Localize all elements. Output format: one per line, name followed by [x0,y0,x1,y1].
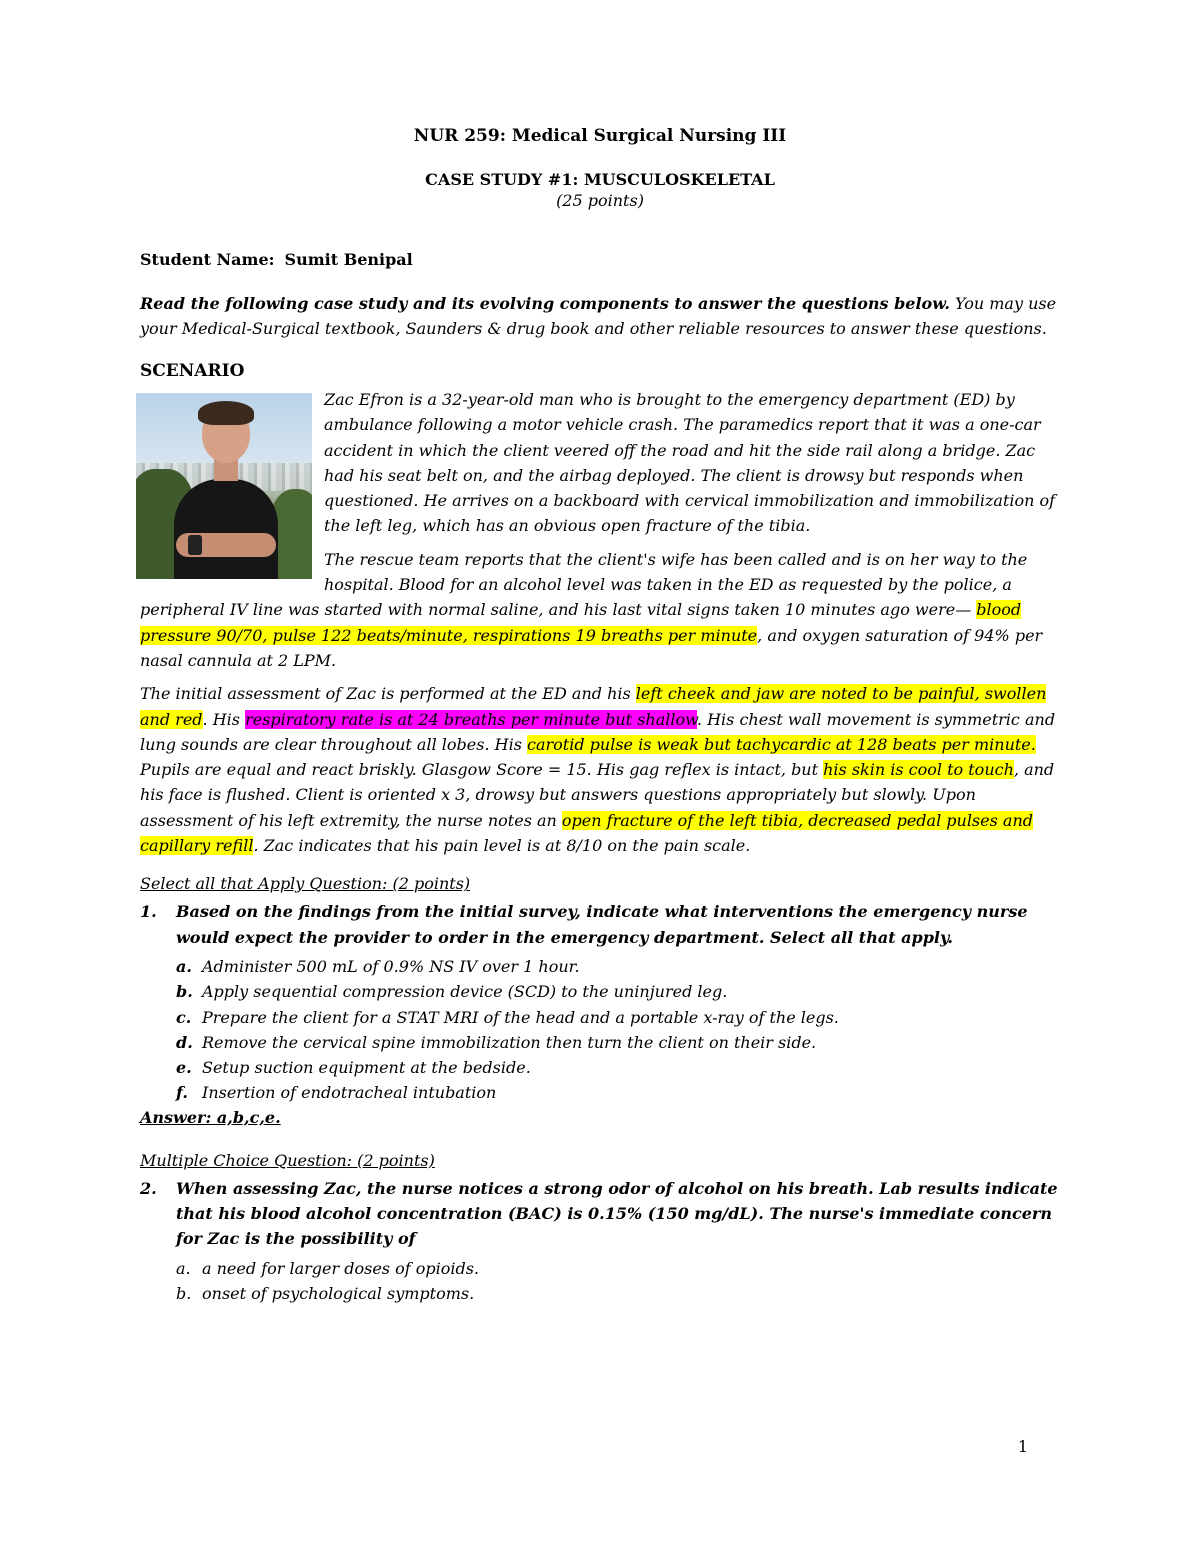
question-2-type: Multiple Choice Question: (2 points) [140,1150,435,1170]
option-text: Setup suction equipment at the bedside. [202,1058,531,1078]
text-span: The rescue team reports that the client's wife has been called and is on her way to the hospital. Blood for an alcohol level was taken in the ED as requested by the police, a peripheral IV line was started with normal saline, and his last vital signs taken 10 minutes ago were— [140,549,1028,620]
question-text: When assessing Zac, the nurse notices a strong odor of alcohol on his breath. Lab results indicate that his blood alcohol concentration (BAC) is 0.15% (150 mg/dL). The nurse's immediate concern for Zac is the possibility of [176,1178,1058,1249]
points-label: (25 points) [556,191,644,210]
skin-highlight: his skin is cool to touch [823,760,1014,780]
option-item [176,979,1060,1004]
page-number: 1 [1017,1437,1028,1456]
option-text: Remove the cervical spine immobilization then turn the client on their side. [202,1032,817,1052]
option-text: Apply sequential compression device (SCD) to the uninjured leg. [202,982,728,1002]
option-letter: d. [176,1032,193,1052]
text-span: The initial assessment of Zac is performed at the ED and his [140,684,636,704]
option-letter: c. [176,1007,192,1027]
student-name-label: Student Name: [140,250,275,269]
scenario-paragraph-1: Zac Efron is a 32-year-old man who is brought to the emergency department (ED) by ambulance following a motor vehicle crash. The paramedics report that it was a one-car accident in which the client veered off the road and hit the side rail along a bridge. Zac had his seat belt on, and the airbag deployed. The client is drowsy but responds when questioned. He arrives on a backboard with cervical immobilization and immobilization of the left leg, which has an obvious open fracture of the tibia. [324,390,1056,536]
instructions-bold: Read the following case study and its evolving components to answer the questions below. [140,294,950,313]
option-item [176,1005,1060,1030]
option-item [176,1281,1060,1306]
student-name-value: Sumit Benipal [284,250,413,269]
cheek-jaw-highlight: left cheek and jaw are noted to be painful, swollen and red [140,684,1047,729]
fracture-highlight: open fracture of the left tibia, decreased pedal pulses and capillary refill [140,810,1033,856]
question-number: 1. [140,902,157,922]
question-2 [140,1176,1060,1252]
scenario-body [140,387,1060,858]
respiratory-highlight: respiratory rate is at 24 breaths per minute but shallow [245,709,697,729]
option-letter: b. [176,982,193,1002]
option-item [176,1080,1060,1105]
text-span: . Zac indicates that his pain level is at 8/10 on the pain scale. [253,836,751,856]
option-text: a need for larger doses of opioids. [202,1258,480,1278]
text-span: . His [202,709,246,729]
option-text: Insertion of endotracheal intubation [202,1083,497,1103]
question-2-options [176,1256,1060,1307]
option-letter: a. [176,1258,191,1278]
course-title: NUR 259: Medical Surgical Nursing III [413,126,787,146]
option-letter: f. [176,1083,188,1103]
option-text: onset of psychological symptoms. [202,1283,475,1303]
option-letter: e. [176,1058,192,1078]
option-text: Administer 500 mL of 0.9% NS IV over 1 hour. [202,956,580,976]
vital-signs-highlight: blood pressure 90/70, pulse 122 beats/minute, respirations 19 breaths per minute [140,600,1022,645]
option-item [176,1055,1060,1080]
text-span: . His chest wall movement is symmetric and lung sounds are clear throughout all lobes. His [140,709,1056,754]
question-1 [140,899,1060,950]
question-1-answer: Answer: a,b,c,e. [140,1107,281,1127]
student-name-line [140,250,1060,269]
option-item [176,1256,1060,1281]
option-text: Prepare the client for a STAT MRI of the head and a portable x-ray of the legs. [202,1007,839,1027]
scenario-heading: SCENARIO [140,361,245,381]
question-1-options [176,954,1060,1106]
option-item [176,954,1060,979]
option-item [176,1030,1060,1055]
option-letter: a. [176,956,192,976]
instructions-rest: You may use your Medical-Surgical textbook, Saunders & drug book and other reliable resources to answer these questions. [140,294,1057,338]
scenario-paragraph-3 [140,681,1060,858]
patient-photo [136,393,312,579]
case-study-title: CASE STUDY #1: MUSCULOSKELETAL [425,170,775,189]
question-1-type: Select all that Apply Question: (2 points) [140,874,471,894]
option-letter: b. [176,1283,192,1303]
text-span: , and his face is flushed. Client is oriented x 3, drowsy but answers questions appropriately but slowly. Upon assessment of his left extremity, the nurse notes an [140,760,1055,830]
carotid-pulse-highlight: carotid pulse is weak but tachycardic at 128 beats per minute. [527,734,1036,754]
instructions [140,291,1060,341]
text-span: , and oxygen saturation of 94% per nasal cannula at 2 LPM. [140,625,1043,670]
question-text: Based on the findings from the initial survey, indicate what interventions the emergency nurse would expect the provider to order in the emergency department. Select all that apply. [176,902,1028,947]
text-span: Pupils are equal and react briskly. Glasgow Score = 15. His gag reflex is intact, but [140,760,824,780]
question-number: 2. [140,1178,157,1198]
